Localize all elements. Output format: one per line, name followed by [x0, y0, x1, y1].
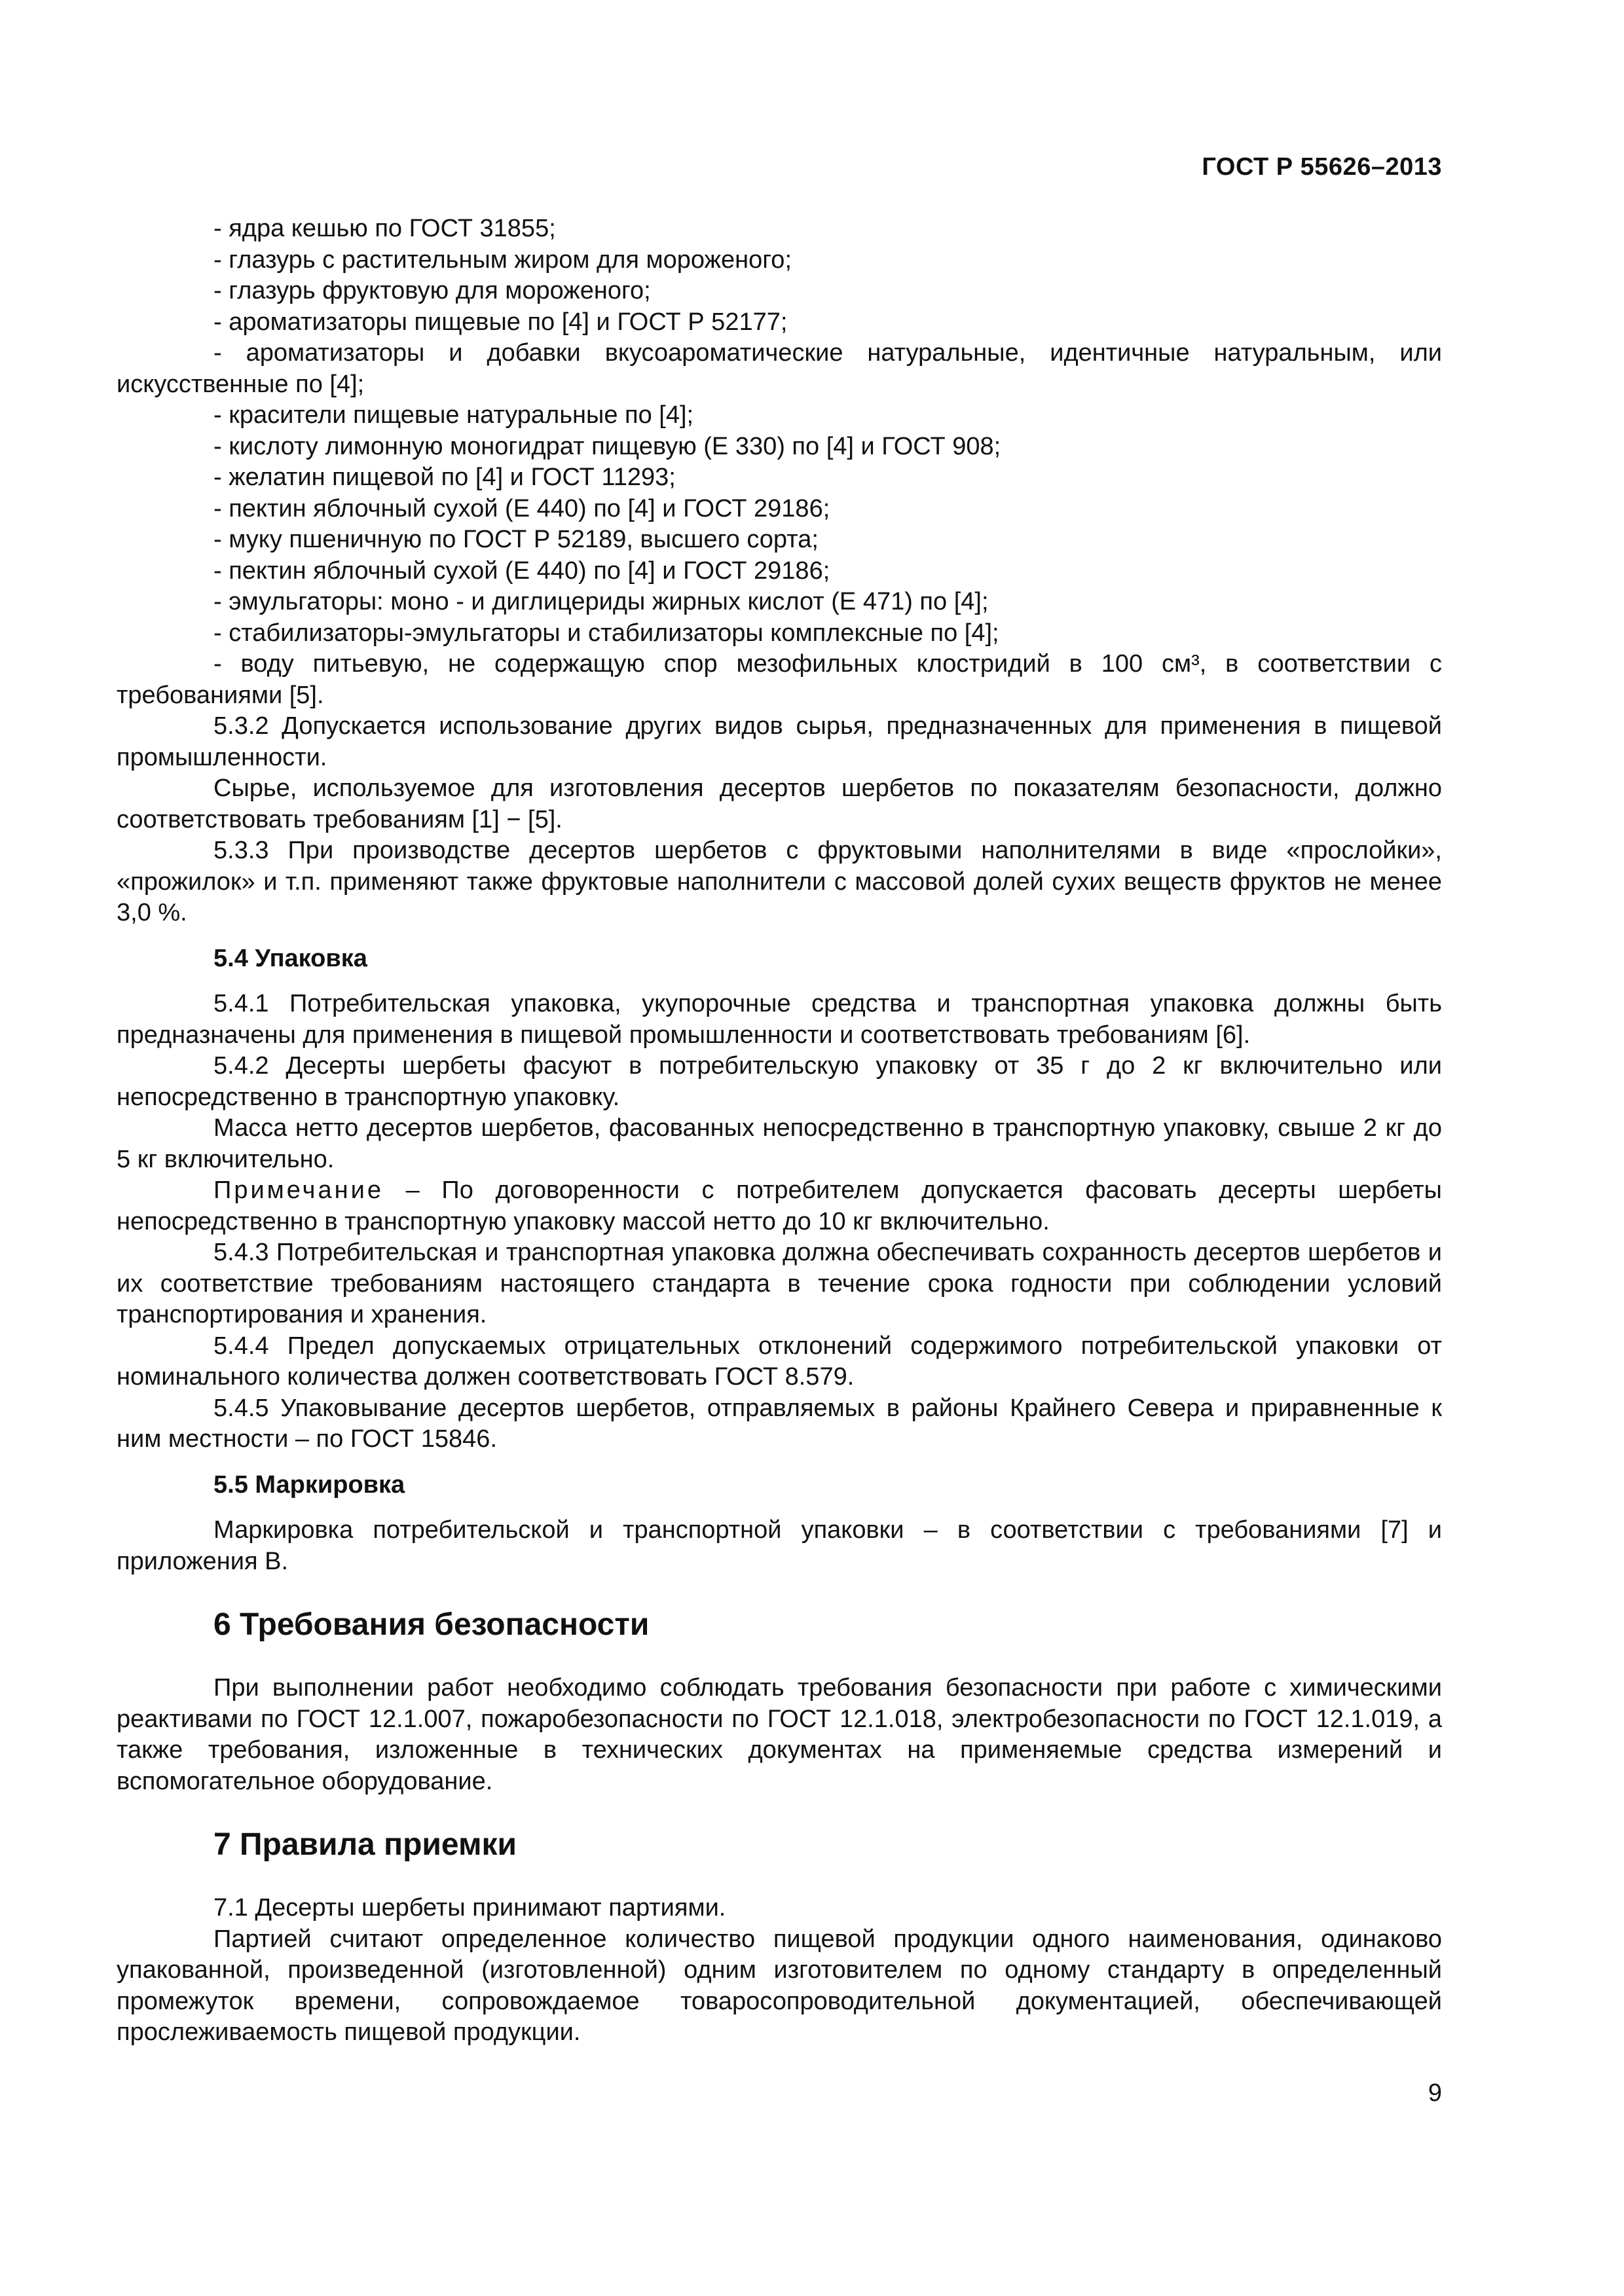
paragraph: 5.3.2 Допускается использование других видов сырья, предназначенных для применения в пищевой промышленности. — [117, 712, 1442, 771]
paragraph: Маркировка потребительской и транспортной упаковки – в соответствии с требованиями [7] и приложения В. — [117, 1516, 1442, 1575]
paragraph: Сырье, используемое для изготовления десертов шербетов по показателям безопасности, должно соответствовать требованиям [1] − [5]. — [117, 774, 1442, 833]
subsection-heading: 5.4 Упаковка — [213, 944, 367, 972]
paragraph: - пектин яблочный сухой (Е 440) по [4] и ГОСТ 29186; — [213, 494, 830, 522]
paragraph: 5.4.5 Упаковывание десертов шербетов, отправляемых в районы Крайнего Севера и приравненные к ним местности – по ГОСТ 15846. — [117, 1394, 1442, 1453]
page-body — [117, 213, 1442, 2049]
paragraph: - ароматизаторы и добавки вкусоароматические натуральные, идентичные натуральным, или искусственные по [4]; — [117, 339, 1442, 398]
subsection-heading: 5.5 Маркировка — [213, 1470, 405, 1499]
paragraph: - красители пищевые натуральные по [4]; — [213, 401, 694, 429]
paragraph: - пектин яблочный сухой (Е 440) по [4] и ГОСТ 29186; — [213, 556, 830, 585]
paragraph: - воду питьевую, не содержащую спор мезофильных клостридий в 100 см³, в соответствии с требованиями [5]. — [117, 650, 1442, 709]
paragraph: - стабилизаторы-эмульгаторы и стабилизаторы комплексные по [4]; — [213, 619, 999, 647]
section-heading: 6 Требования безопасности — [213, 1607, 650, 1642]
paragraph: При выполнении работ необходимо соблюдать требования безопасности при работе с химическими реактивами по ГОСТ 12.1.007, пожаробезопасности по ГОСТ 12.1.018, электробезопасности по ГОСТ 12.1.019, а также требования, изложенные в технических документах на применяемые средства измерений и вспомогательное оборудование. — [117, 1674, 1442, 1795]
paragraph: - ядра кешью по ГОСТ 31855; — [213, 215, 556, 242]
paragraph: Масса нетто десертов шербетов, фасованных непосредственно в транспортную упаковку, свыше 2 кг до 5 кг включительно. — [117, 1114, 1442, 1173]
paragraph: Партией считают определенное количество пищевой продукции одного наименования, одинаково упакованной, произведенной (изготовленной) одним изготовителем по одному стандарту в определенный промежуток времени, сопровождаемое товаросопроводительной документацией, обеспечивающей прослеживаемость пищевой продукции. — [117, 1925, 1442, 2046]
paragraph: 5.4.4 Предел допускаемых отрицательных отклонений содержимого потребительской упаковки от номинального количества должен соответствовать ГОСТ 8.579. — [117, 1332, 1442, 1391]
paragraph: - кислоту лимонную моногидрат пищевую (Е 330) по [4] и ГОСТ 908; — [213, 432, 1001, 460]
note-paragraph — [117, 1175, 1442, 1237]
page-header: ГОСТ Р 55626–2013 — [1202, 153, 1442, 181]
section-heading: 7 Правила приемки — [213, 1827, 517, 1862]
paragraph: 5.4.3 Потребительская и транспортная упаковка должна обеспечивать сохранность десертов шербетов и их соответствие требованиям настоящего стандарта в течение срока годности при соблюдении условий транспортирования и хранения. — [117, 1239, 1442, 1328]
paragraph: 5.4.2 Десерты шербеты фасуют в потребительскую упаковку от 35 г до 2 кг включительно или непосредственно в транспортную упаковку. — [117, 1052, 1442, 1111]
paragraph: - муку пшеничную по ГОСТ Р 52189, высшего сорта; — [213, 526, 819, 553]
paragraph: 5.4.1 Потребительская упаковка, укупорочные средства и транспортная упаковка должны быть предназначены для применения в пищевой промышленности и соответствовать требованиям [6]. — [117, 990, 1442, 1049]
paragraph: 5.3.3 При производстве десертов шербетов с фруктовыми наполнителями в виде «прослойки», «прожилок» и т.п. применяют также фруктовые наполнители с массовой долей сухих веществ фруктов не менее 3,0 %. — [117, 837, 1442, 926]
paragraph: 7.1 Десерты шербеты принимают партиями. — [213, 1894, 726, 1922]
paragraph: - ароматизаторы пищевые по [4] и ГОСТ Р 52177; — [213, 308, 788, 336]
note-text: – По договоренности с потребителем допускается фасовать десерты шербеты непосредственно в транспортную упаковку массой нетто до 10 кг включительно. — [117, 1176, 1442, 1235]
paragraph: - глазурь фруктовую для мороженого; — [213, 277, 651, 304]
paragraph: - эмульгаторы: моно - и диглицериды жирных кислот (Е 471) по [4]; — [213, 588, 989, 615]
page-number: 9 — [1428, 2079, 1442, 2107]
paragraph: - глазурь с растительным жиром для мороженого; — [213, 246, 792, 274]
paragraph: - желатин пищевой по [4] и ГОСТ 11293; — [213, 464, 676, 491]
note-label: Примечание — [213, 1176, 384, 1204]
